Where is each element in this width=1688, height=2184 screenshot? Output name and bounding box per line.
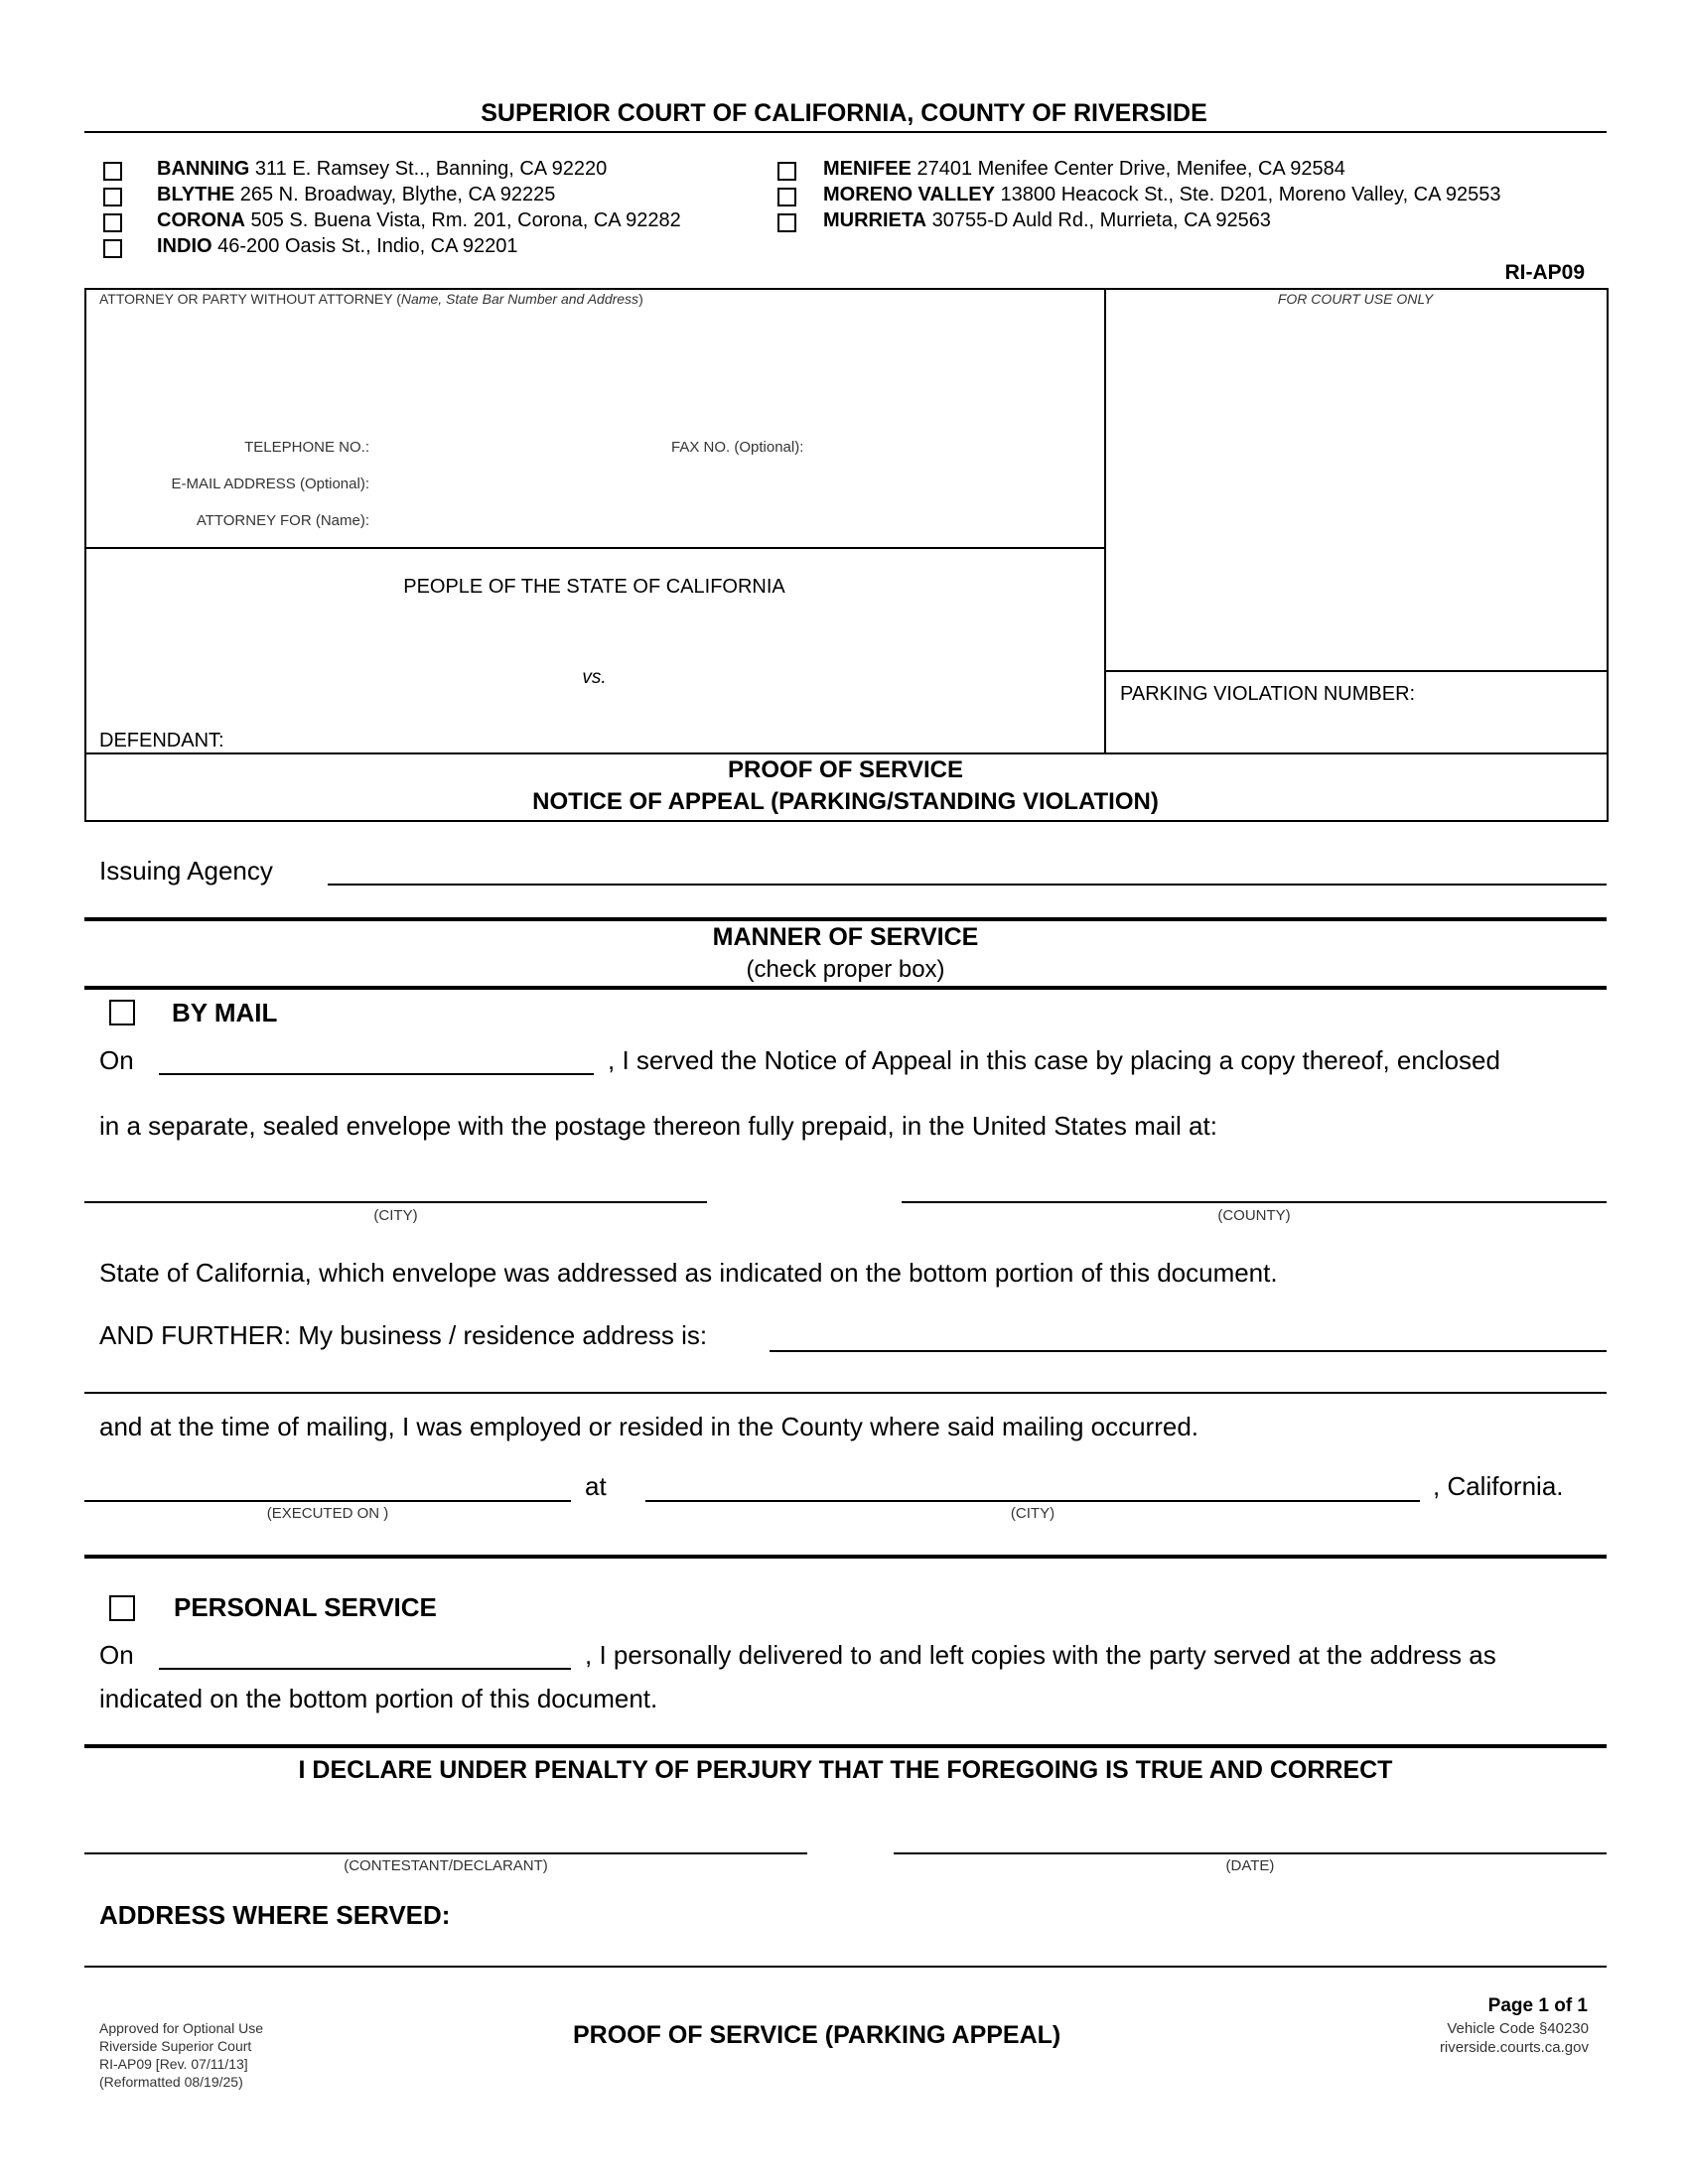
court-location: MORENO VALLEY 13800 Heacock St., Ste. D201, Moreno Valley, CA 92553 (823, 184, 1501, 205)
footer-left-line: (Reformatted 08/19/25) (99, 2074, 243, 2090)
court-location: BLYTHE 265 N. Broadway, Blythe, CA 92225 (157, 184, 556, 205)
caption-divider (1104, 288, 1106, 754)
personal-on-label: On (99, 1640, 134, 1670)
executed-on-label: (EXECUTED ON ) (266, 1505, 389, 1522)
issuing-agency-label: Issuing Agency (99, 856, 273, 886)
personal-text-2: indicated on the bottom portion of this document. (99, 1684, 658, 1713)
declarant-signature-field[interactable] (84, 1829, 807, 1854)
by-mail-heading: BY MAIL (172, 998, 278, 1027)
court-checkbox-blythe[interactable] (103, 188, 122, 206)
manner-top-rule (84, 917, 1607, 921)
mail-city-label: (CITY) (373, 1207, 418, 1224)
versus: vs. (582, 667, 607, 688)
manner-bottom-rule (84, 986, 1607, 990)
form-id: RI-AP09 (1504, 261, 1585, 284)
declaration-text: I DECLARE UNDER PENALTY OF PERJURY THAT THE FOREGOING IS TRUE AND CORRECT (298, 1756, 1393, 1784)
declaration-date-field[interactable] (894, 1829, 1607, 1854)
declarant-label: (CONTESTANT/DECLARANT) (344, 1857, 548, 1874)
personal-service-checkbox[interactable] (109, 1595, 135, 1621)
footer-left-line: RI-AP09 [Rev. 07/11/13] (99, 2056, 248, 2072)
footer-left-line: Approved for Optional Use (99, 2020, 263, 2036)
attorney-for-label: ATTORNEY FOR (Name): (196, 512, 369, 529)
footer-right (1440, 2019, 1589, 2057)
violation-number-label: PARKING VIOLATION NUMBER: (1120, 683, 1416, 705)
court-title: SUPERIOR COURT OF CALIFORNIA, COUNTY OF RIVERSIDE (481, 99, 1207, 127)
court-checkbox-corona[interactable] (103, 213, 122, 232)
court-checkbox-moreno-valley[interactable] (777, 188, 796, 206)
email-label: E-MAIL ADDRESS (Optional): (171, 476, 369, 492)
california-label: , California. (1433, 1471, 1564, 1501)
mail-text-1: , I served the Notice of Appeal in this case by placing a copy thereof, enclosed (608, 1045, 1500, 1075)
email-field[interactable] (377, 470, 1092, 495)
personal-date-field[interactable] (159, 1644, 571, 1670)
mail-text-3: State of California, which envelope was addressed as indicated on the bottom portion of this document. (99, 1258, 1278, 1288)
address-served-label: ADDRESS WHERE SERVED: (99, 1900, 451, 1930)
by-mail-checkbox[interactable] (109, 1000, 135, 1025)
footer-right-line: Vehicle Code §40230 (1447, 2020, 1589, 2037)
court-location: CORONA 505 S. Buena Vista, Rm. 201, Corona, CA 92282 (157, 209, 681, 231)
court-location: MENIFEE 27401 Menifee Center Drive, Menifee, CA 92584 (823, 158, 1345, 180)
declaration-top-rule (84, 1744, 1607, 1748)
footer-left-line: Riverside Superior Court (99, 2038, 252, 2054)
mail-county-field[interactable] (902, 1177, 1607, 1203)
court-location: INDIO 46-200 Oasis St., Indio, CA 92201 (157, 235, 518, 257)
footer-right-line: riverside.courts.ca.gov (1439, 2039, 1589, 2056)
court-location: BANNING 311 E. Ramsey St.., Banning, CA 92220 (157, 158, 608, 180)
issuing-agency-field[interactable] (328, 860, 1607, 886)
plaintiff-name: PEOPLE OF THE STATE OF CALIFORNIA (403, 576, 785, 598)
residence-address-field[interactable] (770, 1326, 1607, 1352)
fax-field[interactable] (824, 433, 1092, 459)
attorney-for-field[interactable] (377, 506, 1092, 532)
form-title-line1: PROOF OF SERVICE (728, 756, 963, 783)
mail-bottom-rule (84, 1555, 1607, 1559)
telephone-label: TELEPHONE NO.: (244, 439, 369, 456)
attorney-rule (84, 547, 1104, 549)
court-use-label: FOR COURT USE ONLY (1277, 291, 1434, 307)
form-title-line2: NOTICE OF APPEAL (PARKING/STANDING VIOLATION) (532, 788, 1159, 815)
telephone-field[interactable] (377, 433, 655, 459)
court-checkbox-banning[interactable] (103, 162, 122, 181)
executed-city-field[interactable] (645, 1476, 1420, 1502)
residence-address-field-2[interactable] (84, 1368, 1607, 1394)
mail-on-label: On (99, 1045, 134, 1075)
violation-rule (1104, 670, 1607, 672)
court-checkbox-murrieta[interactable] (777, 213, 796, 232)
title-rule (84, 131, 1607, 133)
title-top-rule (84, 752, 1607, 754)
court-checkbox-indio[interactable] (103, 239, 122, 258)
footer-left (99, 2019, 263, 2091)
mail-city-field[interactable] (84, 1177, 707, 1203)
manner-subtitle: (check proper box) (746, 956, 945, 983)
manner-title: MANNER OF SERVICE (712, 923, 979, 951)
executed-on-field[interactable] (84, 1476, 571, 1502)
personal-text-1: , I personally delivered to and left copies with the party served at the address as (585, 1640, 1496, 1670)
attorney-label: ATTORNEY OR PARTY WITHOUT ATTORNEY (Name, State Bar Number and Address) (99, 291, 643, 307)
footer-title: PROOF OF SERVICE (PARKING APPEAL) (573, 2021, 1061, 2049)
declaration-date-label: (DATE) (1225, 1857, 1275, 1874)
mail-county-label: (COUNTY) (1217, 1207, 1291, 1224)
defendant-label: DEFENDANT: (99, 730, 224, 751)
at-label: at (585, 1471, 607, 1501)
fax-label: FAX NO. (Optional): (671, 439, 804, 456)
executed-city-label: (CITY) (1010, 1505, 1055, 1522)
personal-service-heading: PERSONAL SERVICE (174, 1592, 437, 1622)
court-location: MURRIETA 30755-D Auld Rd., Murrieta, CA 92563 (823, 209, 1271, 231)
mail-text-2: in a separate, sealed envelope with the postage thereon fully prepaid, in the United States mail at: (99, 1111, 1217, 1141)
court-checkbox-menifee[interactable] (777, 162, 796, 181)
mail-text-4: and at the time of mailing, I was employed or resided in the County where said mailing occurred. (99, 1412, 1199, 1441)
further-label: AND FURTHER: My business / residence address is: (99, 1320, 708, 1350)
mail-date-field[interactable] (159, 1049, 594, 1075)
address-served-field[interactable] (84, 1942, 1607, 1968)
caption-box (84, 288, 1609, 822)
page-number: Page 1 of 1 (1487, 1995, 1588, 2016)
